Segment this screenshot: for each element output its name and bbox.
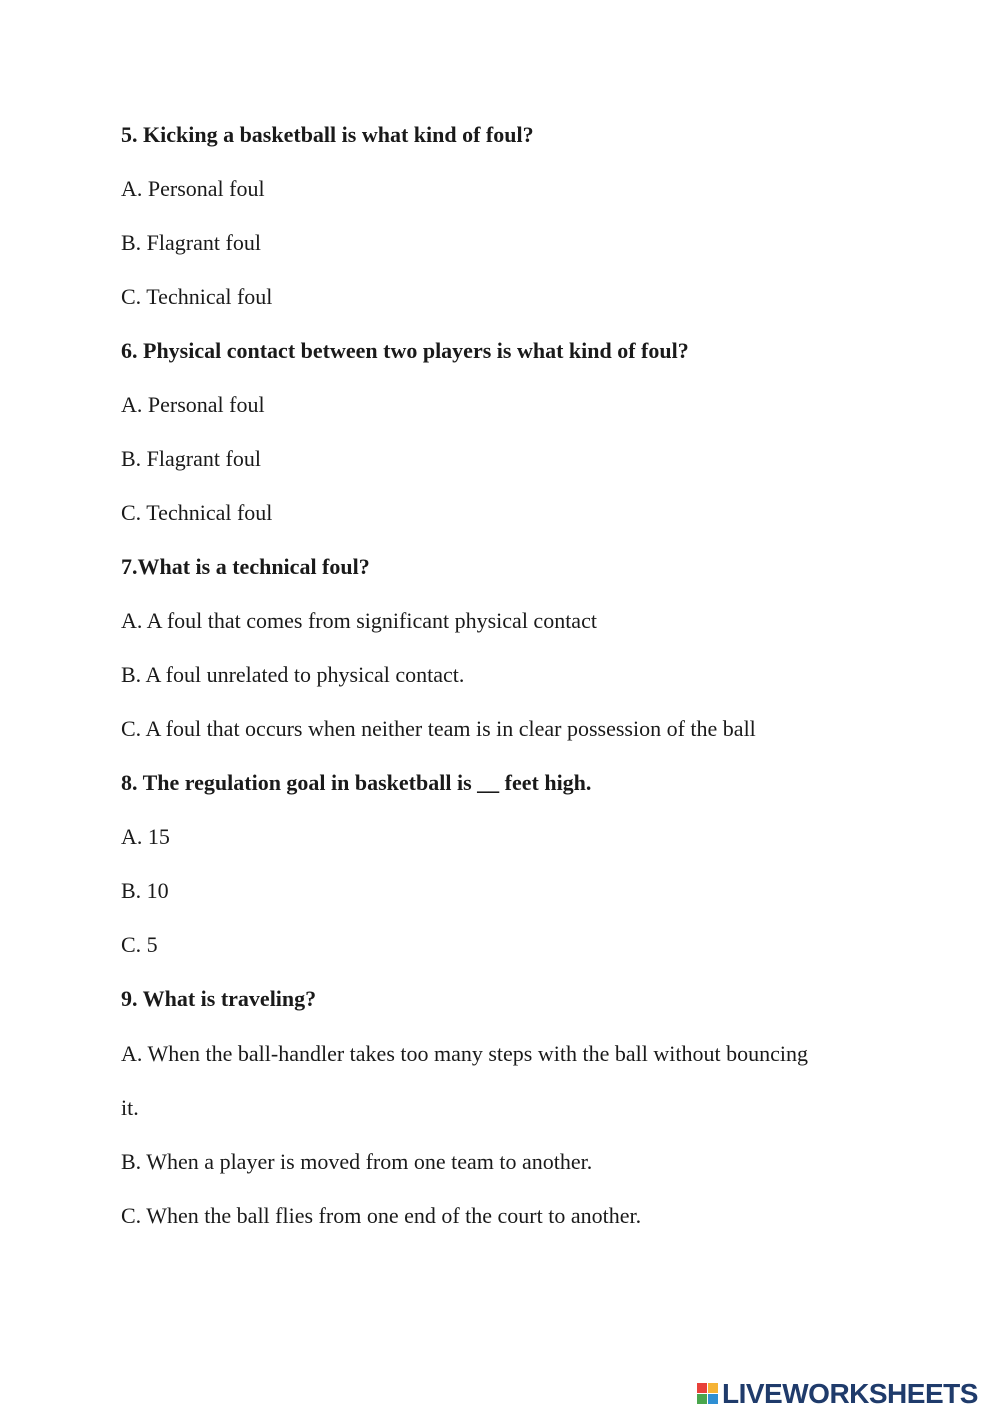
- question-5-option-c[interactable]: C. Technical foul: [121, 284, 273, 309]
- question-7-option-b[interactable]: B. A foul unrelated to physical contact.: [121, 662, 465, 687]
- question-7-option-c[interactable]: C. A foul that occurs when neither team is in clear possession of the ball: [121, 716, 756, 741]
- question-5-option-b[interactable]: B. Flagrant foul: [121, 230, 261, 255]
- question-9-option-c[interactable]: C. When the ball flies from one end of the court to another.: [121, 1203, 642, 1228]
- question-8-option-b[interactable]: B. 10: [121, 878, 169, 903]
- question-6-option-c[interactable]: C. Technical foul: [121, 500, 273, 525]
- question-6: 6. Physical contact between two players is what kind of foul?: [121, 338, 689, 363]
- question-6-option-b[interactable]: B. Flagrant foul: [121, 446, 261, 471]
- question-8-option-a[interactable]: A. 15: [121, 824, 170, 849]
- question-6-option-a[interactable]: A. Personal foul: [121, 392, 265, 417]
- question-5: 5. Kicking a basketball is what kind of foul?: [121, 122, 534, 147]
- question-8: 8. The regulation goal in basketball is __ feet high.: [121, 770, 592, 795]
- question-7-option-a[interactable]: A. A foul that comes from significant physical contact: [121, 608, 597, 633]
- question-9-option-b[interactable]: B. When a player is moved from one team to another.: [121, 1149, 593, 1174]
- question-9-option-a[interactable]: A. When the ball-handler takes too many steps with the ball without bouncing: [121, 1041, 808, 1066]
- liveworksheets-logo-icon: [697, 1383, 719, 1405]
- question-8-option-c[interactable]: C. 5: [121, 932, 158, 957]
- liveworksheets-logo: [697, 1378, 978, 1410]
- question-7: 7.What is a technical foul?: [121, 554, 370, 579]
- liveworksheets-logo-text: LIVEWORKSHEETS: [722, 1378, 978, 1409]
- question-9: 9. What is traveling?: [121, 986, 317, 1011]
- question-5-option-a[interactable]: A. Personal foul: [121, 176, 265, 201]
- question-9-option-a-continued[interactable]: it.: [121, 1095, 139, 1120]
